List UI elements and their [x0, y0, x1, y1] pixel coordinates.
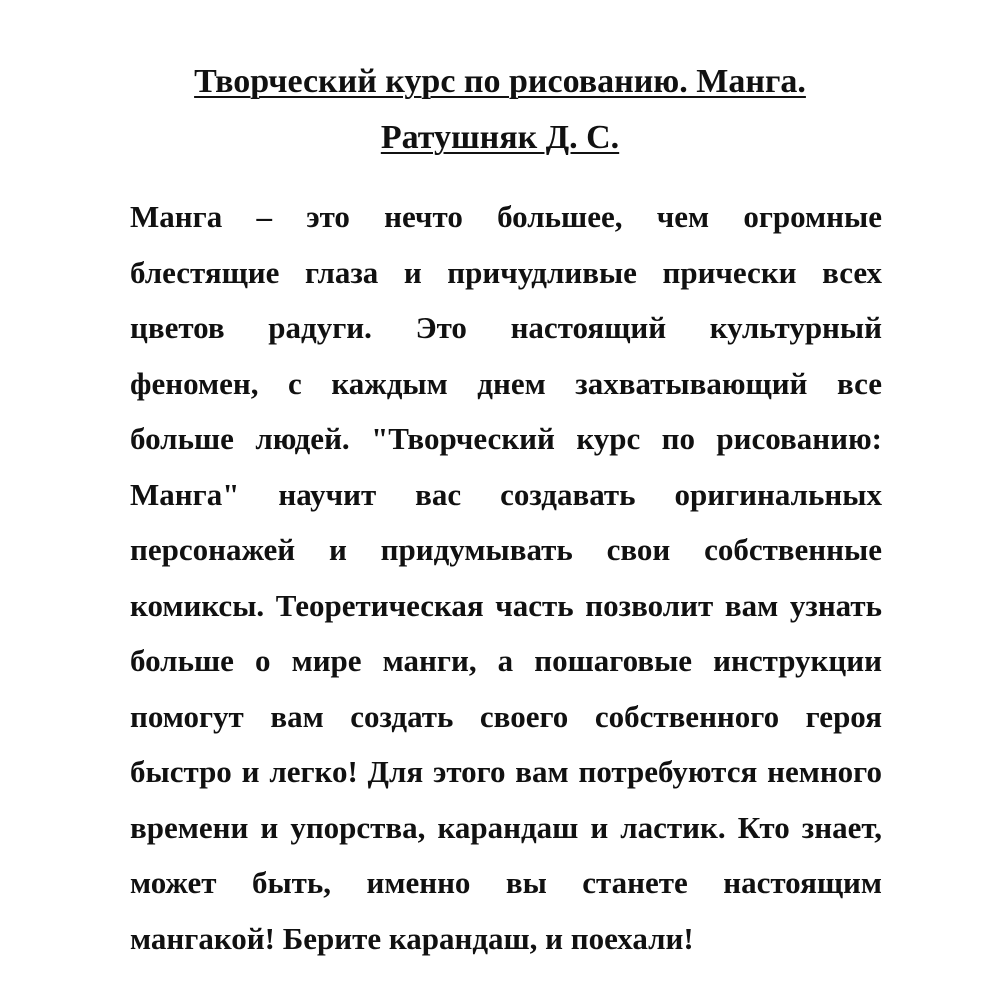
body-line: мангакой! Берите карандаш, и поехали!: [130, 920, 694, 956]
body-line: быстро и легко! Для этого вам потребуются немного: [130, 754, 882, 789]
body-line: комиксы. Теоретическая часть позволит вам узнать: [130, 587, 882, 623]
body-line: может быть, именно вы станете настоящим: [130, 865, 882, 900]
body-line: цветов радуги. Это настоящий культурный: [130, 310, 882, 345]
document-title: Творческий курс по рисованию. Манга.: [194, 63, 806, 100]
body-line: больше о мире манги, а пошаговые инструкции: [130, 643, 882, 678]
document-author: Ратушняк Д. С.: [380, 119, 620, 156]
body-line: времени и упорства, карандаш и ластик. Кто знает,: [130, 809, 882, 845]
document-body: [130, 189, 882, 966]
body-line: блестящие глаза и причудливые прически всех: [130, 254, 882, 290]
body-line: Манга – это нечто большее, чем огромные: [130, 199, 882, 234]
body-line: персонажей и придумывать свои собственные: [130, 532, 882, 567]
body-line: больше людей. "Творческий курс по рисованию:: [130, 421, 882, 456]
body-line: Манга" научит вас создавать оригинальных: [130, 476, 882, 512]
body-line: феномен, с каждым днем захватывающий все: [130, 365, 882, 401]
body-line: помогут вам создать своего собственного героя: [130, 698, 882, 734]
